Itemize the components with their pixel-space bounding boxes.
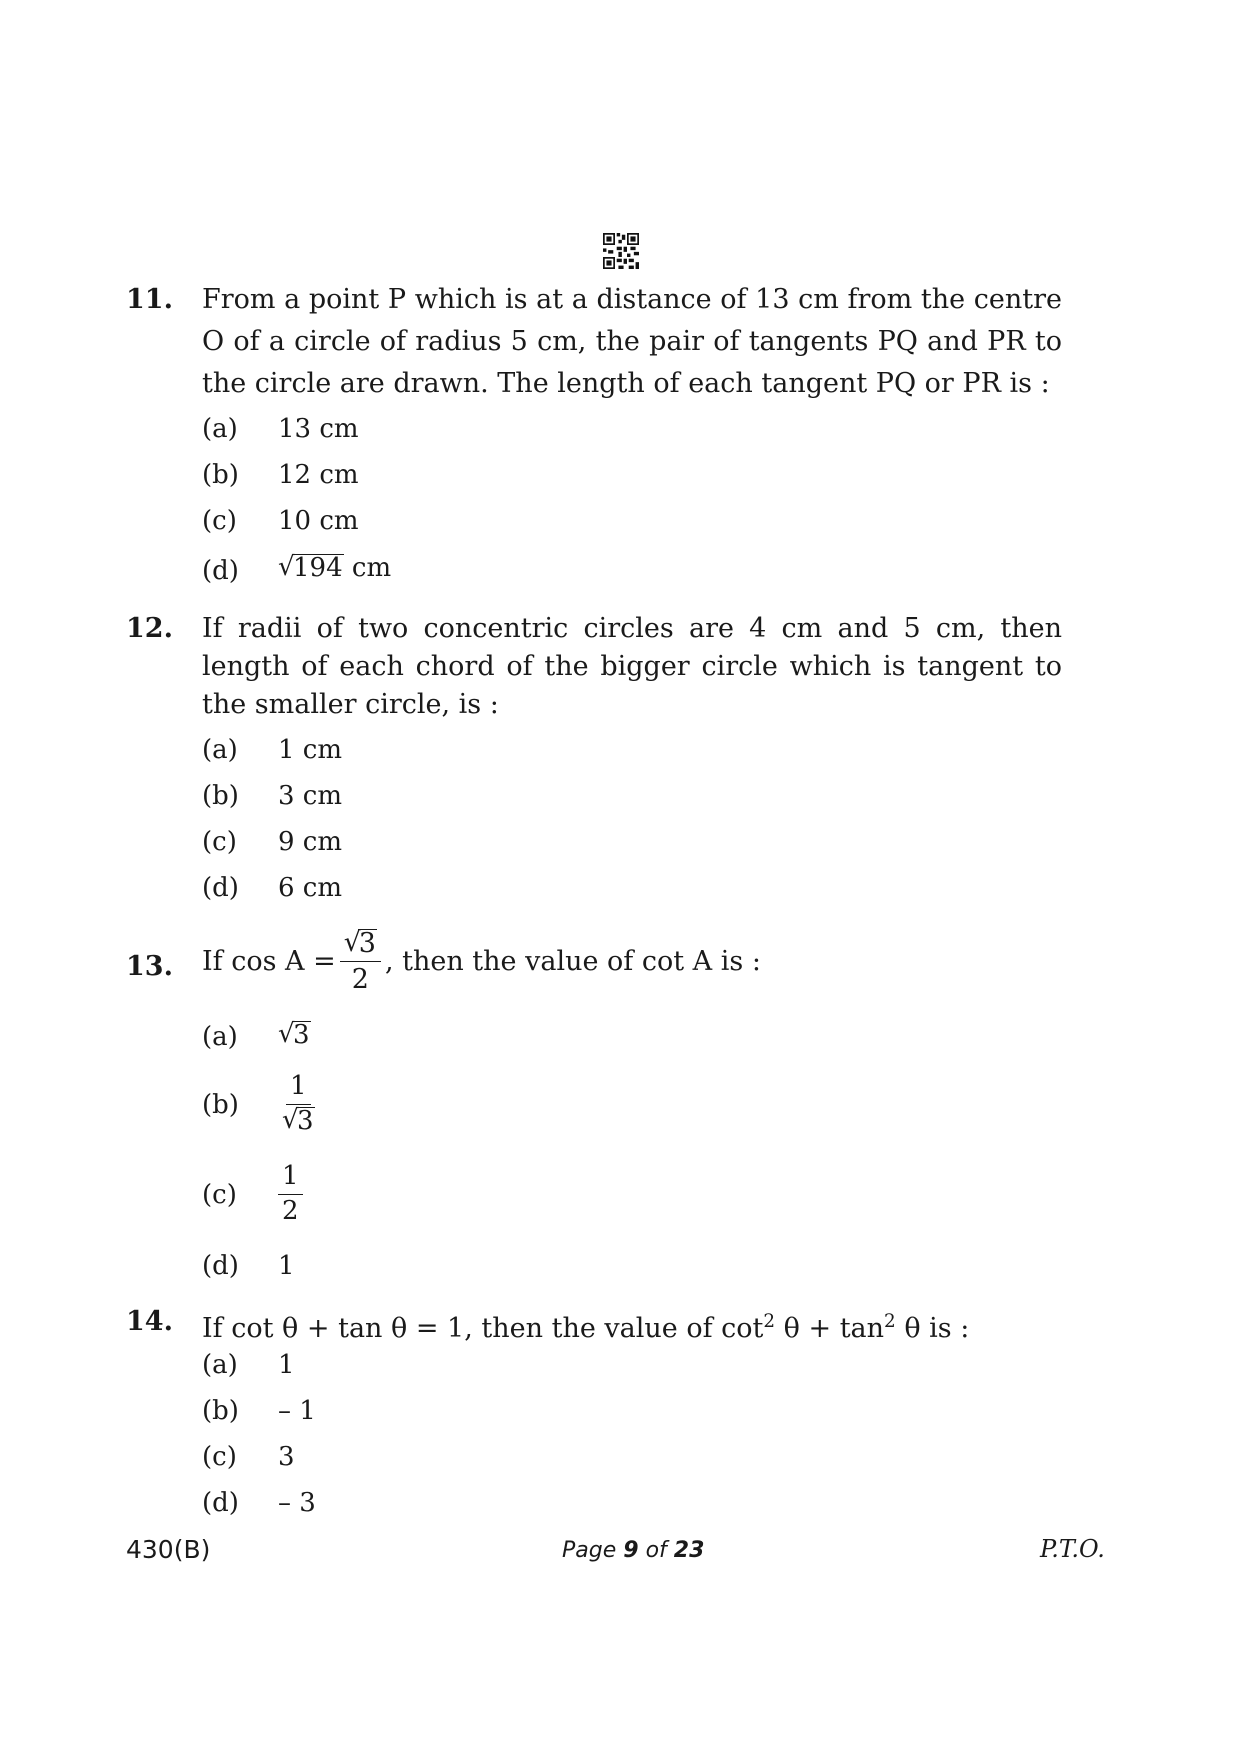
question-text <box>202 928 761 995</box>
qr-code-icon <box>603 233 639 269</box>
exponent: 2 <box>763 1311 776 1332</box>
option-label: (a) <box>202 1350 238 1380</box>
radicand: 3 <box>297 1105 314 1136</box>
option-value: 9 cm <box>278 827 343 857</box>
option-label: (d) <box>202 1251 239 1281</box>
page-total: 23 <box>673 1538 705 1563</box>
option-label: (c) <box>202 506 237 536</box>
question-number: 12. <box>126 613 173 644</box>
option-value: 1 <box>278 1251 295 1281</box>
option-label: (a) <box>202 414 238 444</box>
option-label: (c) <box>202 1442 237 1472</box>
denominator: 2 <box>282 1195 299 1226</box>
denominator: 2 <box>351 964 369 996</box>
square-root <box>282 1107 315 1137</box>
question-text: From a point P which is at a distance of 13 cm from the centre O of a circle of radius 5 cm, the pair of tangents PQ and PR to the circle are drawn. The length of each tangent PQ or PR is : <box>202 284 1062 399</box>
question-text <box>202 1301 969 1350</box>
option-value: 13 cm <box>278 414 359 444</box>
question-text-part: If cot θ + tan θ = 1, then the value of cot <box>202 1313 764 1344</box>
page-current: 9 <box>623 1538 639 1563</box>
fraction <box>278 1072 319 1137</box>
option-label: (a) <box>202 735 238 765</box>
question-number: 13. <box>126 951 173 982</box>
unit-suffix: cm <box>351 553 392 583</box>
option-value <box>278 1020 311 1050</box>
question-prefix: If cos A = <box>202 946 336 978</box>
numerator: 1 <box>286 1072 311 1105</box>
numerator: 1 <box>278 1162 303 1195</box>
option-label: (d) <box>202 873 239 903</box>
option-label: (b) <box>202 1396 239 1426</box>
option-value: 1 cm <box>278 735 343 765</box>
option-label: (a) <box>202 1022 238 1052</box>
page-prefix: Page <box>562 1538 617 1563</box>
question-number: 14. <box>126 1306 173 1337</box>
question-text: If radii of two concentric circles are 4 cm and 5 cm, then length of each chord of the bigger circle which is tangent to the smaller circle, is : <box>202 613 1062 720</box>
exponent: 2 <box>884 1311 896 1332</box>
page-number <box>562 1538 704 1563</box>
option-value: 12 cm <box>278 460 359 490</box>
question-suffix: , then the value of cot A is : <box>384 946 761 978</box>
option-label: (d) <box>202 1488 239 1518</box>
option-value: 1 <box>278 1350 295 1380</box>
option-value: 6 cm <box>278 873 343 903</box>
square-root <box>278 1020 311 1050</box>
option-label: (b) <box>202 781 239 811</box>
radicand: 3 <box>293 1020 310 1050</box>
page-of: of <box>645 1538 667 1563</box>
option-label: (c) <box>202 827 237 857</box>
question-number: 11. <box>126 284 173 315</box>
square-root <box>278 553 344 583</box>
option-value <box>274 1162 307 1227</box>
option-label: (d) <box>202 556 239 586</box>
question-text-part: θ + tan <box>775 1313 885 1344</box>
option-value: 3 cm <box>278 781 343 811</box>
pto-label: P.T.O. <box>1040 1535 1105 1563</box>
option-label: (c) <box>202 1180 237 1210</box>
option-value: – 3 <box>278 1488 316 1518</box>
option-value <box>278 553 391 583</box>
question-text-part: θ is : <box>895 1313 970 1344</box>
square-root <box>344 928 377 959</box>
option-value: 10 cm <box>278 506 359 536</box>
radicand: 194 <box>293 553 343 583</box>
option-label: (b) <box>202 1090 239 1120</box>
radicand: 3 <box>358 928 376 959</box>
option-value: 3 <box>278 1442 295 1472</box>
option-label: (b) <box>202 460 239 490</box>
paper-code: 430(B) <box>126 1535 211 1564</box>
option-value: – 1 <box>278 1396 316 1426</box>
option-value <box>274 1072 323 1137</box>
fraction <box>278 1162 303 1227</box>
fraction <box>340 928 381 995</box>
